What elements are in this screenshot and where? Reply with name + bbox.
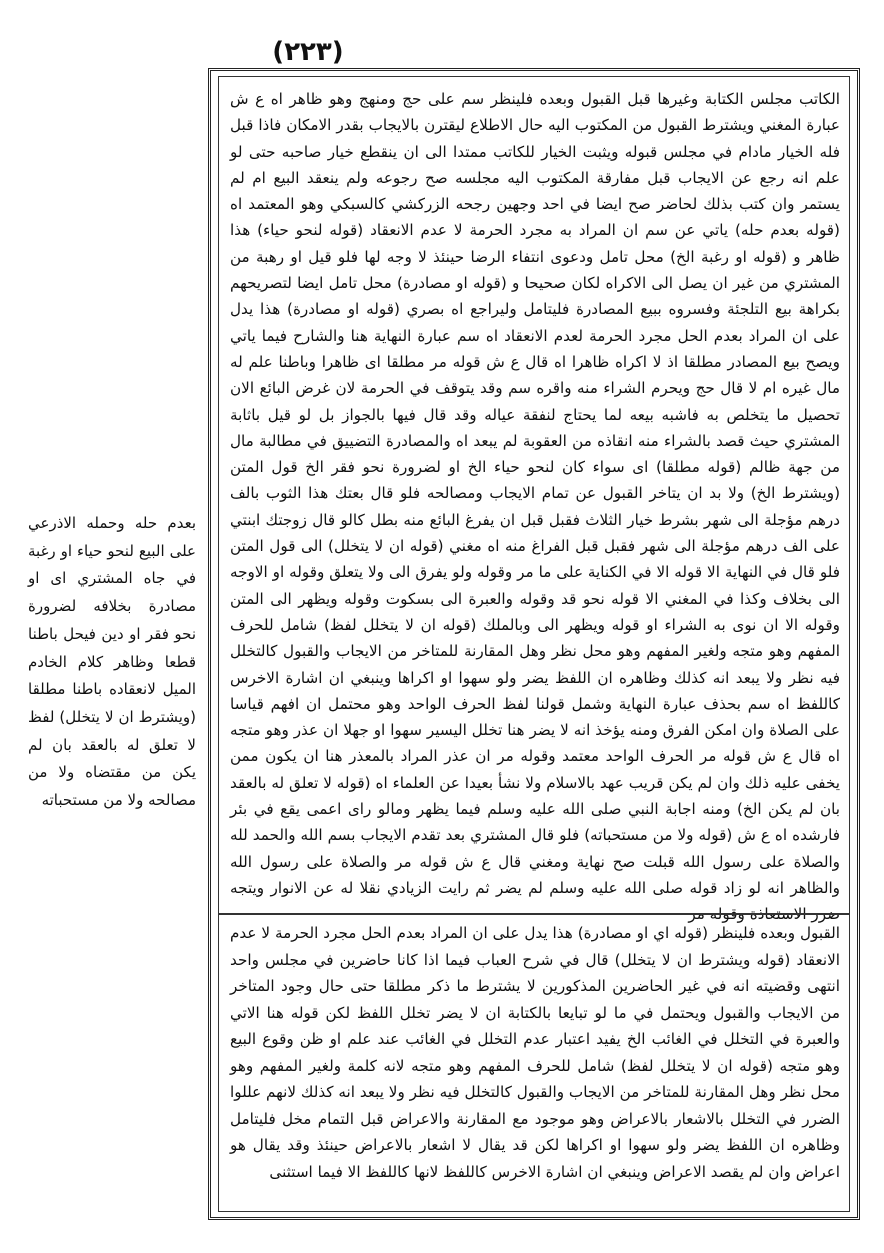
main-commentary-text: الكاتب مجلس الكتابة وغيرها قبل القبول وبعده فلينظر سم على حج ومنهج وهو ظاهر اه ع ش عبارة المغني ويشترط القبول من المكتوب اليه حال الاطلاع ليقترن بالايجاب بقدر الامكان فاذا قبل فله الخيار مادام في مجلس قبوله ويثبت الخيار للكاتب ممتدا الى ان ينقطع خيار صاحبه حتى لو علم انه رجع عن الايجاب قبل مفارقة المكتوب اليه مجلسه صح رجوعه ولم ينعقد البيع ام لم يستمر وان كتب بذلك لحاضر صح ايضا في احد وجهين رجحه الزركشي كالسبكي وهو المعتمد اه (قوله بعدم حله) ياتي عن سم ان المراد به مجرد الحرمة لا عدم الانعقاد (قوله لنحو حياء) هذا ظاهر و (قوله او رغبة الخ) محل تامل ودعوى انتفاء الرضا حينئذ لا وجه لها فلو قيل او رهبة من المشتري من غير ان يصل الى الاكراه لكان صحيحا و (قوله او مصادرة) محل تامل ايضا لتصريحهم بكراهة بيع التلجئة وفسروه ببيع المصادرة فليتامل وليراجع اه بصري (قوله او مصادرة) هذا يدل على ان المراد بعدم الحل مجرد الحرمة لعدم الانعقاد اه سم عبارة النهاية هنا والشارح فيما ياتي ويصح بيع المصادر مطلقا اذ لا اكراه ظاهرا اه قال ع ش قوله مر مطلقا اى ظاهرا وباطنا علم له مال غيره ام لا قال حج ويحرم الشراء منه واقره سم وقد يتوقف في الحرمة لان غرض البائع الان تحصيل ما يتخلص به فاشبه بيعه لما يحتاج لنفقة عياله وقد قال فيها بالجواز بل لو قيل باثابة المشتري حيث قصد بالشراء منه انقاذه من العقوبة لم يبعد اه والمصادرة التضييق في مطالبة مال من جهة ظالم (قوله مطلقا) اى سواء كان لنحو حياء الخ او لضرورة نحو فقر الخ قول المتن (ويشترط الخ) ولا بد ان يتاخر القبول عن تمام الايجاب ومصالحه فلو قال بعتك هذا الثوب بالف درهم مؤجلة الى شهر بشرط خيار الثلاث فقبل قبل ان يفرغ البائع منه بطل كالو قال زوجتك ابنتي على الف درهم مؤجلة الى شهر فقبل قبل الفراغ منه اه مغني (قوله ان لا يتخلل) الى قول المتن فلو قال في النهاية الا قوله الا في الكناية على ما مر وقوله ولو يفرق الى ولا يتعلق وقوله او الاوجه الى بخلاف وكذا في المغني الا قوله نحو قد وقوله والعبرة الى بسكوت وقوله ويظهر الى المتن وقوله الا ان نوى به الشراء او قوله ويظهر الى وبالملك (قوله ان لا يتخلل لفظ) شامل للحرف المفهم وهو متجه ولغير المفهم وهو محل نظر وهل المقارنة للمتاخر من الايجاب والقبول كالتخلل فيه نظر ولا يبعد انه كذلك وظاهره ان اللفظ يضر ولو سهوا او اكراها وينبغي ان اشارة الاخرس كاللفظ اه سم بحذف عبارة النهاية وشمل قولنا لفظ الحرف الواحد وهو محتمل ان افهم قياسا على الصلاة وان امكن الفرق ومنه يؤخذ انه لا يضر هنا تخلل اليسير سهوا او جهلا ان عذر وهو متجه اه قال ع ش قوله مر الحرف الواحد معتمد وقوله مر ان عذر المراد بالمعذر هنا ان يكون ممن يخفى عليه ذلك وان لم يكن قريب عهد بالاسلام ولا نشأ بعيدا عن العلماء اه (قوله لا تعلق له بالعقد بان لم يكن الخ) ومنه اجابة النبي صلى الله عليه وسلم فيما يظهر ومالو راى اعمى يقع في بئر فارشده اه ع ش (قوله ولا من مستحباته) فلو قال المشتري بعد تقدم الايجاب بسم الله والحمد لله والصلاة على رسول الله قبلت صح نهاية ومغني قال ع ش قوله مر والصلاة على رسول الله والظاهر انه لو زاد قوله صلى الله عليه وسلم لم يضر ثم رايت الزيادي نقلا له عن الانوار ويتجه ضرر الاستعاذة وقوله مر: [230, 90, 840, 924]
footnote-separator: [218, 913, 850, 915]
footnote-commentary-text: القبول وبعده فلينظر (قوله اي او مصادرة) هذا يدل على ان المراد بعدم الحل مجرد الحرمة لا عدم الانعقاد (قوله ويشترط ان لا يتخلل) قال في شرح العباب فيما اذا كانا حاضرين في مجلس واحد انتهى وقضيته انه في غير الحاضرين المذكورين لا يشترط ما ذكر مطلقا حتى حال وجود المتاخر من الايجاب والقبول ويحتمل في ما لو تبايعا بالكتابة ان لا يضر تخلل اللفظ لكن قوله هنا الاتي والعبرة في التخلل في الغائب الخ يفيد اعتبار عدم التخلل في الغائب عند علم او ظن وقوع البيع وهو متجه (قوله ان لا يتخلل لفظ) شامل للحرف المفهم وهو متجه لانه كلمة ولغير المفهم وهو محل نظر وهل المقارنة للمتاخر من الايجاب والقبول كالتخلل فيه نظر ولا يبعد انه كذلك لانهم عللوا الضرر في التخلل بالاشعار بالاعراض وهو موجود مع المقارنة والاعراض قبل التمام مخل فليتامل وظاهره ان اللفظ يضر ولو سهوا او اكراها لكن قد يقال لا اشعار بالاعراض حينئذ وقد يقال هو اعراض وان لم يقصد الاعراض وينبغي ان اشارة الاخرس كاللفظ لانها كاللفظ الا فيما استثنى: [230, 924, 840, 1181]
page-number: (٢٢٣): [272, 37, 344, 67]
margin-matn-text: بعدم حله وحمله الاذرعي على البيع لنحو حياء او رغبة في جاه المشتري اى او مصادرة بخلافه لضرورة نحو فقر او دين فيحل باطنا قطعا وظاهر كلام الخادم الميل لانعقاده باطنا مطلقا (ويشترط ان لا يتخلل) لفظ لا تعلق له بالعقد بان لم يكن من مقتضاه ولا من مصالحه ولا من مستحباته: [28, 514, 196, 810]
